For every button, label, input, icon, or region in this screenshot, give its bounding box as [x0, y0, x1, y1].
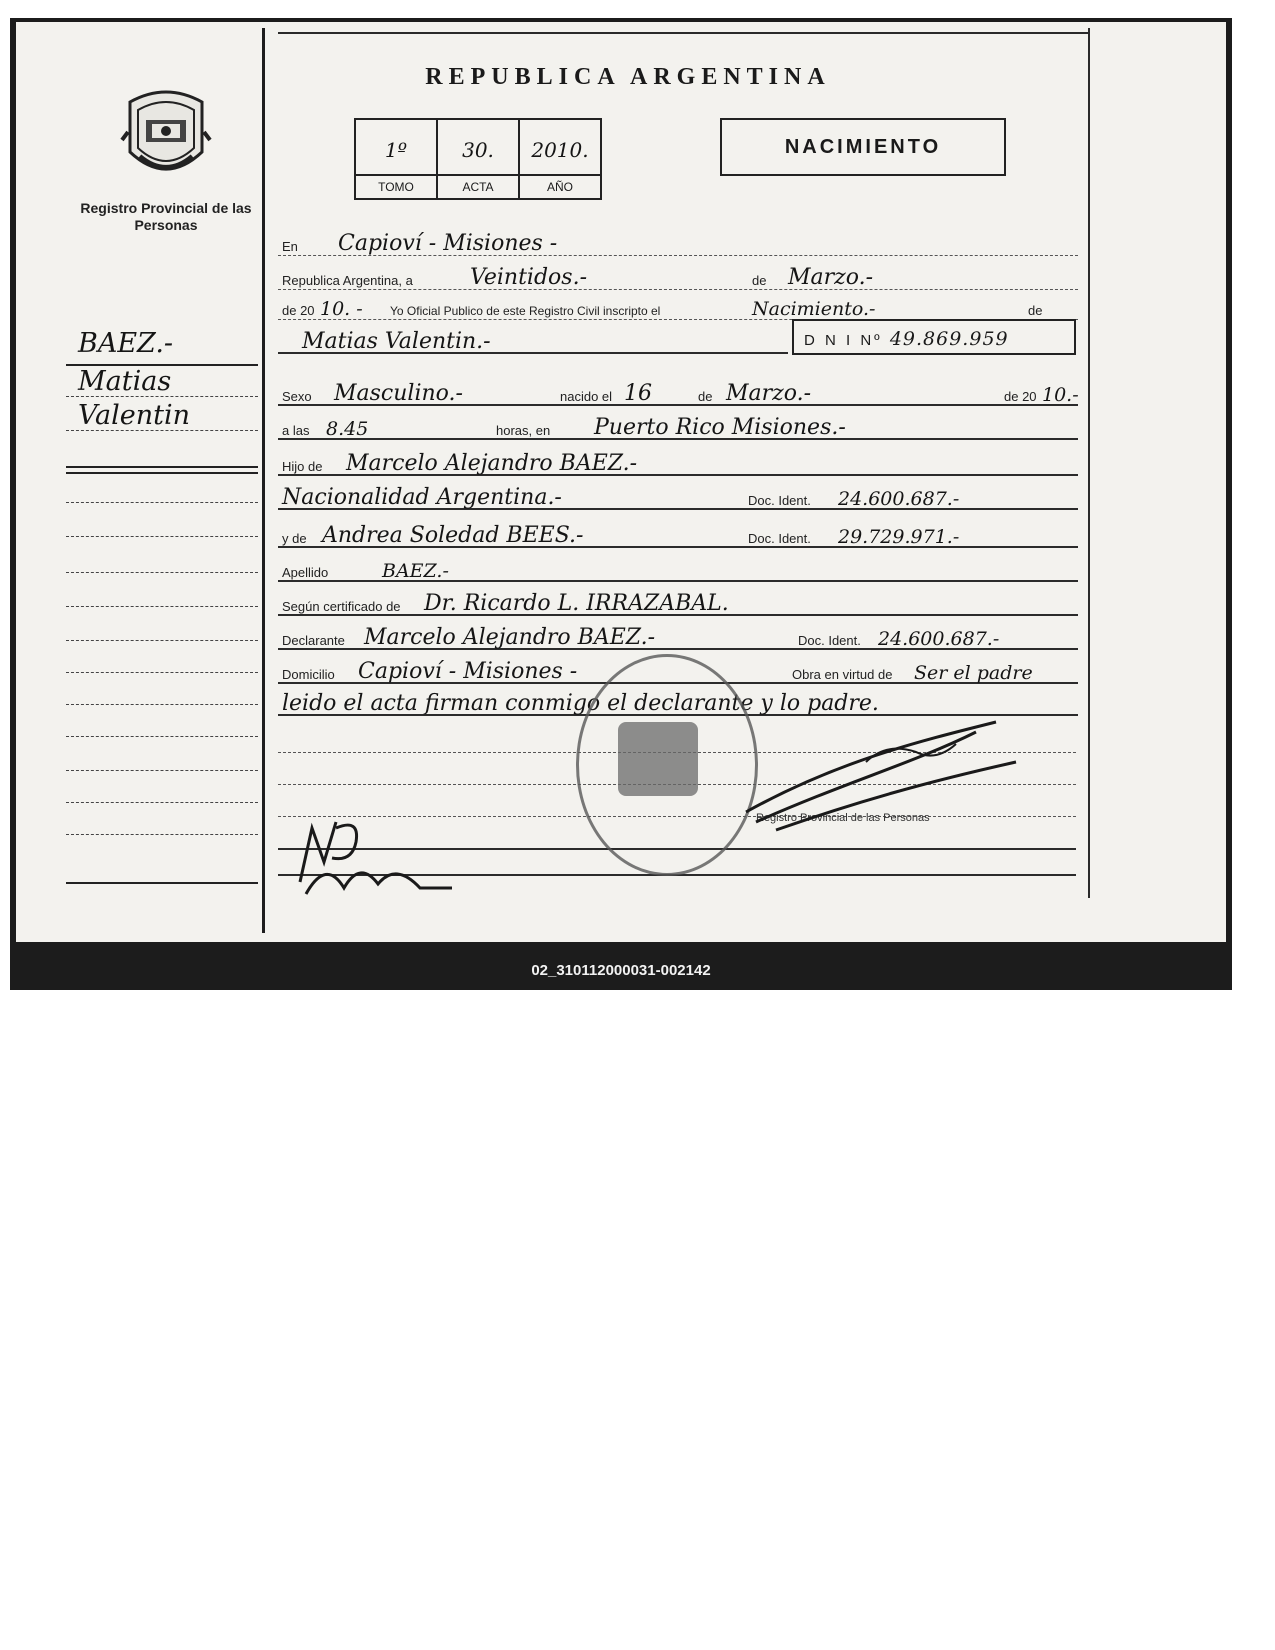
registry-label: Registro Provincial de las Personas: [80, 200, 252, 233]
row-nombre: [278, 328, 788, 358]
nacido-month: Marzo.-: [726, 381, 812, 406]
scan-code: 02_310112000031-002142: [531, 962, 711, 979]
row-hora: [278, 414, 1078, 444]
nacionalidad-value: Nacionalidad Argentina.-: [282, 485, 562, 510]
hora-value: 8.45: [326, 418, 369, 440]
tomo-cell: [356, 120, 438, 198]
inscripcion-de-label: de: [1028, 303, 1043, 318]
sexo-value: Masculino.-: [334, 381, 463, 406]
document-title: REPUBLICA ARGENTINA: [425, 64, 831, 90]
row-certificado: [278, 590, 1078, 620]
anio-value: 2010.: [531, 138, 589, 162]
acta-value: 30.: [462, 138, 494, 162]
dni-box: [792, 319, 1076, 355]
apellido-label: Apellido: [282, 565, 329, 580]
hora-lugar: Puerto Rico Misiones.-: [594, 415, 846, 440]
inscripcion-year: 10. -: [320, 298, 363, 320]
child-name: Matias Valentin.-: [302, 329, 491, 354]
madre-label: y de: [282, 531, 307, 546]
horas-label: horas, en: [496, 423, 551, 438]
declarante-doc: 24.600.687.-: [878, 628, 1000, 650]
acta-cell: [438, 120, 520, 198]
domicilio-label: Domicilio: [282, 667, 335, 682]
row-en: [278, 230, 1078, 260]
dni-label: D N I Nº: [804, 332, 883, 349]
madre-value: Andrea Soledad BEES.-: [322, 523, 584, 548]
padre-label: Hijo de: [282, 459, 323, 474]
stamp-emblem-icon: [618, 722, 698, 796]
nacido-day: 16: [624, 381, 652, 406]
nacionalidad-doc-label: Doc. Ident.: [748, 493, 811, 508]
declarante-doc-label: Doc. Ident.: [798, 633, 861, 648]
official-caption: Registro Provincial de las Personas: [756, 812, 930, 824]
stub-rule: [66, 770, 258, 771]
row-madre: [278, 522, 1078, 552]
madre-doc: 29.729.971.-: [838, 526, 960, 548]
apellido-value: BAEZ.-: [382, 560, 449, 582]
inscripcion-year-label: de 20: [282, 303, 315, 318]
nacido-de-label: de: [698, 389, 713, 404]
stub-rule: [66, 640, 258, 641]
fecha-day: Veintidos.-: [470, 265, 588, 290]
row-nacionalidad: [278, 484, 1078, 514]
row-padre: [278, 450, 1078, 480]
tomo-value: 1º: [384, 138, 408, 162]
row-apellido: [278, 556, 1078, 586]
leido-text: leido el acta firman conmigo el declarante y lo padre.: [282, 691, 879, 716]
stub-rule: [66, 572, 258, 573]
anio-cell: [520, 120, 600, 198]
stub-separator: [262, 28, 265, 933]
stub-rule: [66, 606, 258, 607]
stub-divider: [66, 466, 258, 468]
declarante-value: Marcelo Alejandro BAEZ.-: [364, 625, 656, 650]
stub-rule: [66, 396, 258, 397]
record-stub: [16, 22, 262, 937]
nacido-label: nacido el: [560, 389, 613, 404]
provincial-seal-icon: [120, 82, 212, 186]
certificado-label: Según certificado de: [282, 599, 401, 614]
stub-given-name-2: Valentin: [78, 400, 190, 431]
row-declarante: [278, 624, 1078, 654]
obra-label: Obra en virtud de: [792, 667, 893, 682]
tomo-label: TOMO: [356, 174, 436, 198]
stub-divider: [66, 472, 258, 474]
padre-value: Marcelo Alejandro BAEZ.-: [346, 451, 638, 476]
stub-surname: BAEZ.-: [78, 328, 174, 359]
madre-doc-label: Doc. Ident.: [748, 531, 811, 546]
inscripcion-hecho: Nacimiento.-: [752, 298, 876, 320]
en-label: En: [282, 239, 298, 254]
domicilio-value: Capioví - Misiones -: [358, 659, 578, 684]
certificado-value: Dr. Ricardo L. IRRAZABAL.: [424, 591, 729, 616]
en-value: Capioví - Misiones -: [338, 231, 558, 256]
nacido-year-label: de 20: [1004, 389, 1037, 404]
stub-rule: [66, 802, 258, 803]
form-border: [1088, 28, 1090, 898]
nacido-year: 10.-: [1042, 384, 1079, 406]
certificate-paper: [16, 22, 1226, 942]
anio-label: AÑO: [520, 174, 600, 198]
sexo-label: Sexo: [282, 389, 312, 404]
scanned-document: [10, 18, 1232, 990]
stub-rule: [66, 834, 258, 835]
fecha-month: Marzo.-: [788, 265, 874, 290]
declarante-label: Declarante: [282, 633, 345, 648]
fecha-de-label: de: [752, 273, 767, 288]
inscripcion-text: Yo Oficial Publico de este Registro Civil inscripto el: [390, 304, 661, 318]
obra-value: Ser el padre: [914, 662, 1033, 684]
stub-rule: [66, 502, 258, 503]
stub-rule: [66, 672, 258, 673]
hora-label: a las: [282, 423, 310, 438]
fecha-label: Republica Argentina, a: [282, 273, 413, 288]
row-sexo: [278, 380, 1078, 410]
stub-rule: [66, 704, 258, 705]
stub-rule: [66, 430, 258, 431]
dni-value: 49.869.959: [889, 328, 1009, 350]
nacionalidad-doc: 24.600.687.-: [838, 488, 960, 510]
stub-given-name-1: Matias: [78, 366, 172, 397]
certificate-type-box: NACIMIENTO: [720, 118, 1006, 176]
stub-divider: [66, 882, 258, 884]
stub-rule: [66, 536, 258, 537]
top-rule: [278, 32, 1090, 34]
row-fecha: [278, 264, 1078, 294]
stub-rule: [66, 736, 258, 737]
record-number-grid: [354, 118, 602, 200]
acta-label: ACTA: [438, 174, 518, 198]
